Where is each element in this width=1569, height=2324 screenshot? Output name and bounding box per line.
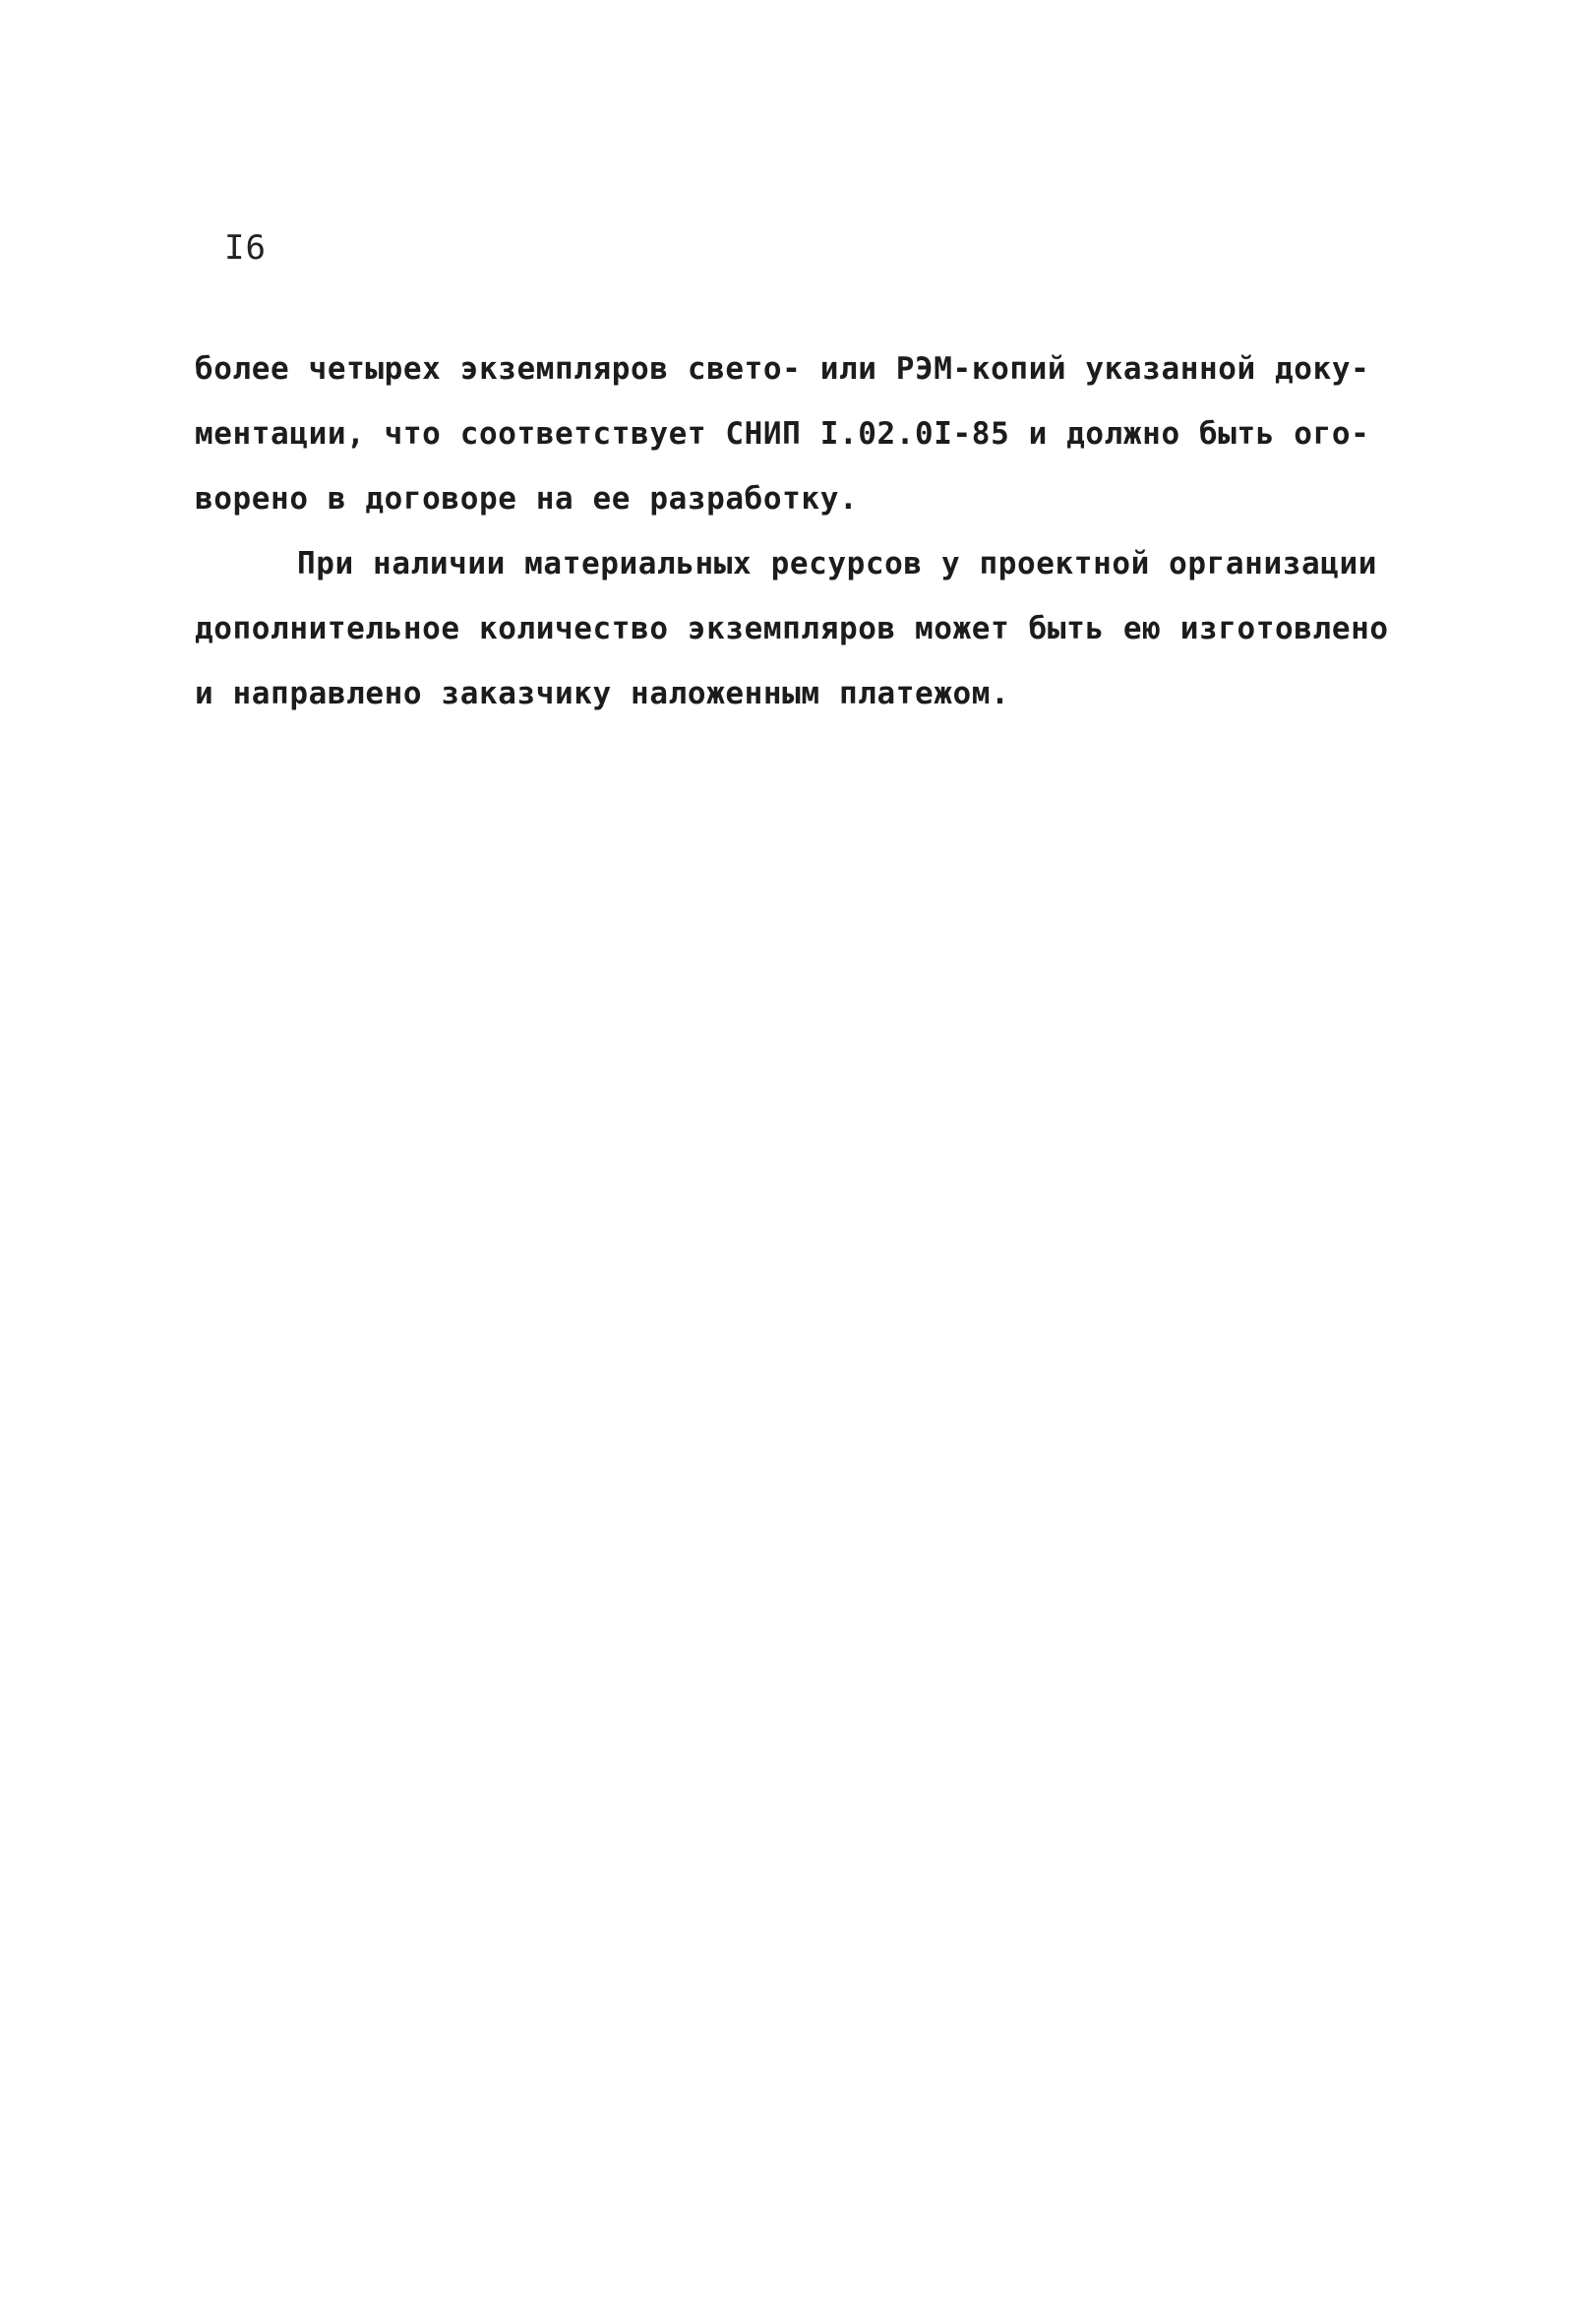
paragraph-line: ворено в договоре на ее разработку.: [195, 481, 859, 517]
paragraph-line: дополнительное количество экземпляров может быть ею изготовлено: [195, 611, 1389, 646]
document-body: [195, 336, 1434, 726]
page-number: I6: [224, 228, 267, 268]
paragraph-line: более четырех экземпляров свето- или РЭМ-копий указанной доку-: [195, 351, 1370, 387]
paragraph-line: ментации, что соответствует СНИП I.02.0I-85 и должно быть ого-: [195, 416, 1370, 452]
paragraph-2: [195, 531, 1434, 726]
paragraph-line: и направлено заказчику наложенным платежом.: [195, 676, 1010, 711]
paragraph-line: При наличии материальных ресурсов у проектной организации: [297, 546, 1378, 581]
paragraph-1: [195, 336, 1434, 531]
